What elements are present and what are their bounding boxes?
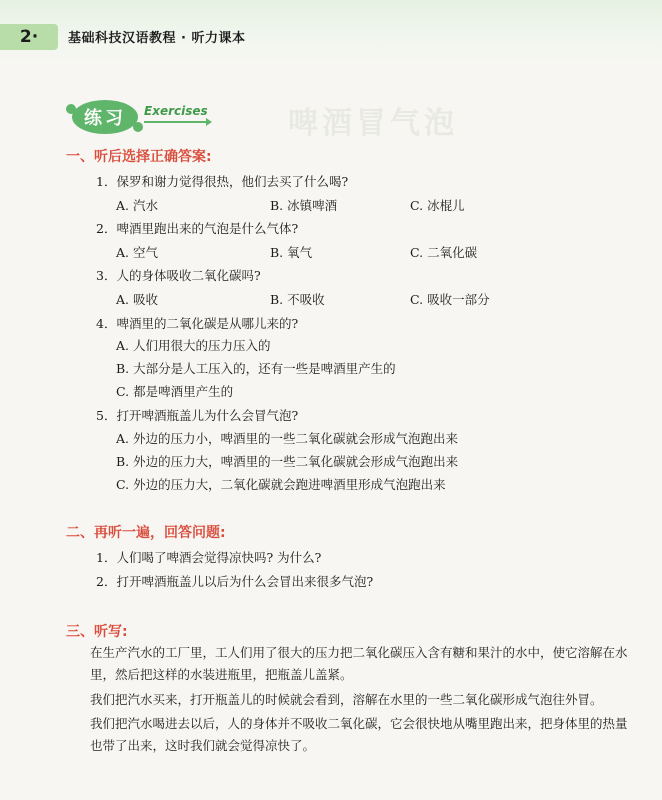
- dictation-paragraph-1: 在生产汽水的工厂里，工人们用了很大的压力把二氧化碳压入含有糖和果汁的水中，使它溶解在水里，然后把这样的水装进瓶里，把瓶盖儿盖紧。: [90, 645, 628, 682]
- lesson-title-watermark: 啤酒冒气泡: [288, 106, 458, 141]
- q1-option-b: B. 冰镇啤酒: [270, 198, 338, 213]
- q3-option-c: C. 吸收一部分: [410, 292, 490, 307]
- q4-option-b: B. 大部分是人工压入的，还有一些是啤酒里产生的: [116, 361, 396, 376]
- q5-option-c: C. 外边的压力大，二氧化碳就会跑进啤酒里形成气泡跑出来: [116, 477, 446, 492]
- exercises-badge: 练习: [72, 100, 138, 134]
- q3-option-b: B. 不吸收: [270, 292, 325, 307]
- q5-option-a: A. 外边的压力小，啤酒里的一些二氧化碳就会形成气泡跑出来: [116, 431, 458, 446]
- exercises-label: Exercises: [144, 104, 208, 118]
- section-2-question-1: 1．人们喝了啤酒会觉得凉快吗? 为什么?: [96, 550, 322, 565]
- question-4: 4．啤酒里的二氧化碳是从哪儿来的?: [96, 316, 299, 331]
- badge-dot-icon: [133, 122, 143, 132]
- badge-dot-icon: [66, 104, 76, 114]
- dictation-paragraph-2: 我们把汽水买来，打开瓶盖儿的时候就会看到，溶解在水里的一些二氧化碳形成气泡往外冒。: [90, 692, 603, 707]
- q2-option-c: C. 二氧化碳: [410, 245, 478, 260]
- section-2-title: 二、再听一遍，回答问题:: [66, 525, 226, 541]
- q2-option-b: B. 氧气: [270, 245, 313, 260]
- page-number: 2 ·: [0, 24, 58, 50]
- q4-option-a: A. 人们用很大的压力压入的: [116, 338, 271, 353]
- section-1-title: 一、听后选择正确答案:: [66, 149, 212, 165]
- question-2: 2．啤酒里跑出来的气泡是什么气体?: [96, 221, 299, 236]
- section-3-title: 三、听写:: [66, 624, 128, 640]
- question-5: 5．打开啤酒瓶盖儿为什么会冒气泡?: [96, 408, 299, 423]
- question-3: 3．人的身体吸收二氧化碳吗?: [96, 268, 261, 283]
- q3-option-a: A. 吸收: [116, 292, 158, 307]
- book-title: 基础科技汉语教程 · 听力课本: [68, 31, 246, 46]
- q4-option-c: C. 都是啤酒里产生的: [116, 384, 234, 399]
- section-2-question-2: 2．打开啤酒瓶盖儿以后为什么会冒出来很多气泡?: [96, 574, 374, 589]
- q2-option-a: A. 空气: [116, 245, 158, 260]
- exercises-arrow-icon: [144, 121, 208, 123]
- question-1: 1．保罗和谢力觉得很热，他们去买了什么喝?: [96, 174, 349, 189]
- q5-option-b: B. 外边的压力大，啤酒里的一些二氧化碳就会形成气泡跑出来: [116, 454, 459, 469]
- dictation-paragraph-3: 我们把汽水喝进去以后，人的身体并不吸收二氧化碳，它会很快地从嘴里跑出来，把身体里的热量也带了出来，这时我们就会觉得凉快了。: [90, 716, 628, 753]
- q1-option-c: C. 冰棍儿: [410, 198, 465, 213]
- q1-option-a: A. 汽水: [116, 198, 158, 213]
